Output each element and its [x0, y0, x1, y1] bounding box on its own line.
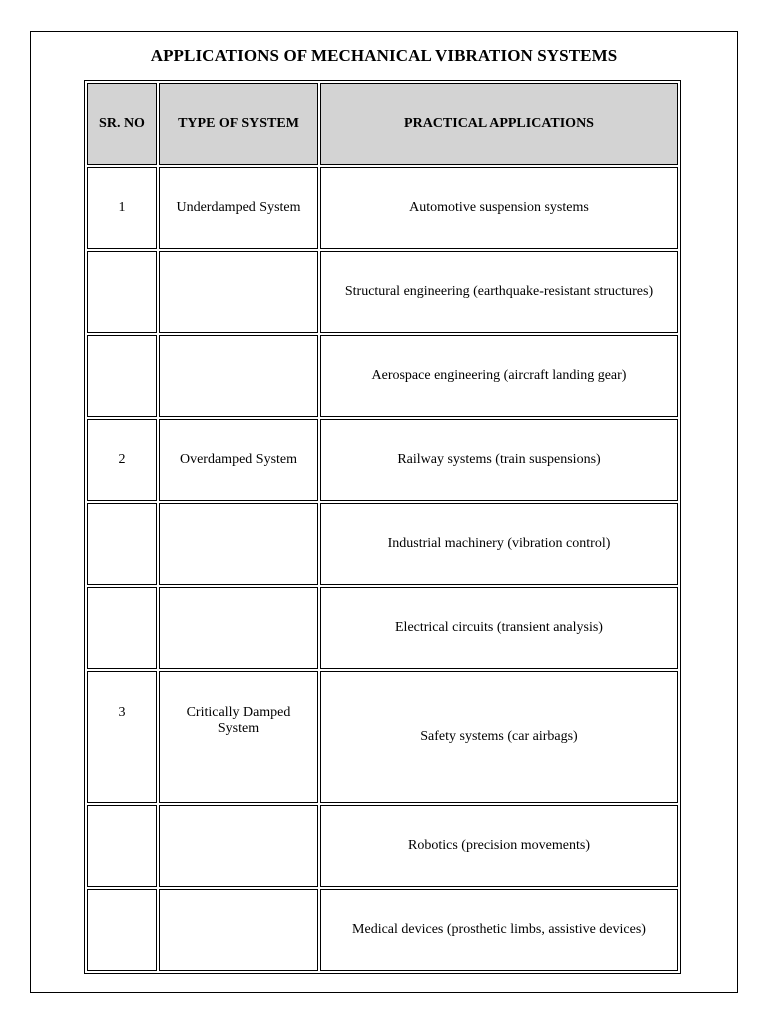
table-row [87, 503, 678, 585]
application-cell: Electrical circuits (transient analysis) [320, 587, 678, 669]
application-cell: Medical devices (prosthetic limbs, assistive devices) [320, 889, 678, 971]
sr-no-cell [87, 889, 157, 971]
applications-table [84, 80, 681, 974]
header-practical-applications: PRACTICAL APPLICATIONS [320, 83, 678, 165]
sr-no-cell [87, 251, 157, 333]
application-cell: Industrial machinery (vibration control) [320, 503, 678, 585]
system-type-cell [159, 805, 318, 887]
sr-no-cell [87, 503, 157, 585]
table-header-row [87, 83, 678, 165]
table-row [87, 167, 678, 249]
table-row [87, 671, 678, 803]
sr-no-cell [87, 335, 157, 417]
application-cell: Robotics (precision movements) [320, 805, 678, 887]
application-cell: Structural engineering (earthquake-resistant structures) [320, 251, 678, 333]
header-type-of-system: TYPE OF SYSTEM [159, 83, 318, 165]
system-type-cell: Underdamped System [159, 167, 318, 249]
application-cell: Automotive suspension systems [320, 167, 678, 249]
table-row [87, 251, 678, 333]
sr-no-cell [87, 587, 157, 669]
application-cell: Aerospace engineering (aircraft landing gear) [320, 335, 678, 417]
application-cell: Safety systems (car airbags) [320, 671, 678, 803]
system-type-cell [159, 335, 318, 417]
table-row [87, 335, 678, 417]
table-row [87, 587, 678, 669]
header-sr-no: SR. NO [87, 83, 157, 165]
system-type-cell [159, 251, 318, 333]
document-title: APPLICATIONS OF MECHANICAL VIBRATION SYSTEMS [150, 46, 618, 65]
sr-no-cell: 1 [87, 167, 157, 249]
sr-no-cell [87, 805, 157, 887]
sr-no-cell: 3 [87, 671, 157, 803]
system-type-cell [159, 587, 318, 669]
sr-no-cell: 2 [87, 419, 157, 501]
table-row [87, 805, 678, 887]
system-type-cell: Overdamped System [159, 419, 318, 501]
system-type-cell [159, 889, 318, 971]
system-type-cell [159, 503, 318, 585]
table-row [87, 889, 678, 971]
system-type-cell: Critically Damped System [159, 671, 318, 803]
application-cell: Railway systems (train suspensions) [320, 419, 678, 501]
table-row [87, 419, 678, 501]
